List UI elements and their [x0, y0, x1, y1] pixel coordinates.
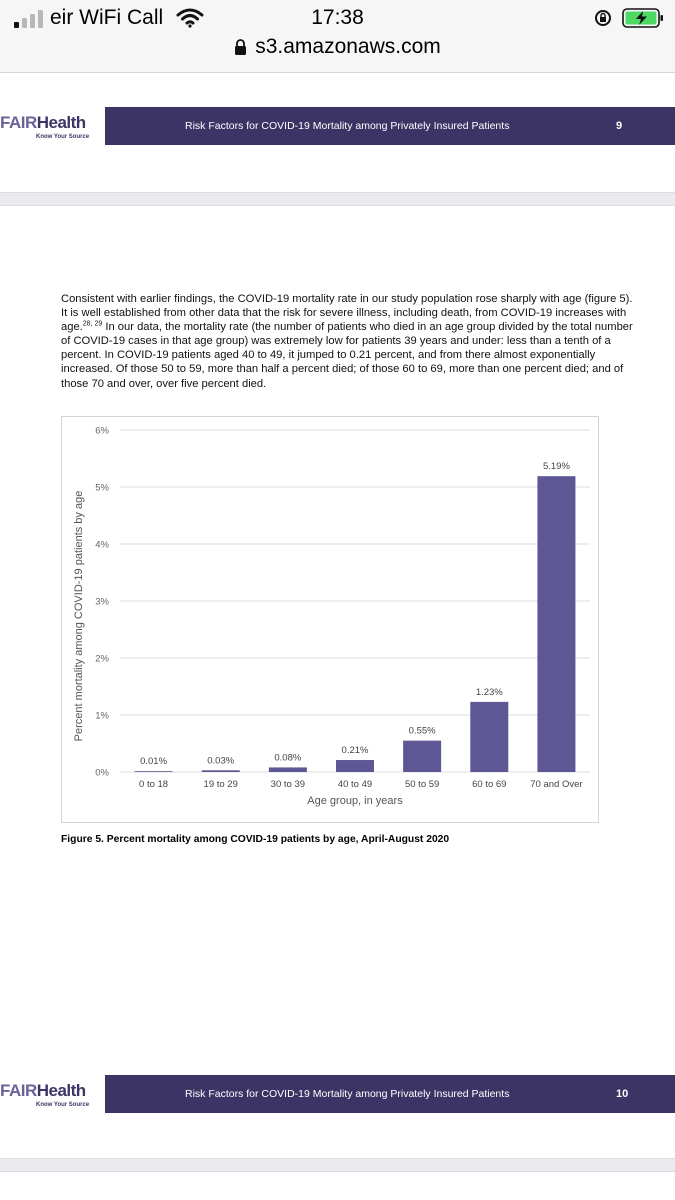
bar [537, 476, 575, 772]
next-page-number: 10 [616, 1088, 629, 1100]
figure-5-chart [61, 416, 599, 823]
page-divider [0, 192, 675, 206]
data-label: 0.21% [341, 745, 369, 757]
bar [202, 770, 240, 772]
page-number: 9 [616, 120, 623, 132]
rotation-lock-icon [594, 9, 612, 27]
data-label: 0.01% [140, 756, 168, 768]
bar [470, 702, 508, 772]
page-divider-next [0, 1158, 675, 1172]
bar [336, 760, 374, 772]
paragraph-references: 28, 29 [82, 320, 103, 328]
battery-charging-icon [622, 8, 664, 28]
y-tick-label: 5% [95, 482, 109, 494]
body-paragraph [61, 292, 633, 391]
x-tick-label: 40 to 49 [337, 779, 373, 790]
bar [135, 771, 173, 772]
x-tick-label: 0 to 18 [139, 779, 169, 790]
logo-brand-a: FAIR [0, 113, 37, 132]
y-tick-label: 6% [95, 425, 109, 437]
x-tick-label: 19 to 29 [203, 779, 238, 790]
paragraph-part-b: In our data, the mortality rate (the number of patients who died in an age group divided by the total number of COVID-19 cases in that age group) was extremely low for patients 39 years and under: less than a tenth of a percent. In COVID-19 patients aged 40 to 49, it jumped to 0.21 percent, and from there almost exponentially increased. Of those 50 to 59, more than half a percent died; of those 60 to 69, more than one percent died; and of those 70 and over, over five percent died. [61, 321, 633, 390]
logo-brand-b: Health [36, 113, 86, 132]
data-label: 5.19% [542, 461, 570, 473]
data-label: 1.23% [475, 686, 503, 698]
data-label: 0.03% [207, 755, 235, 767]
carrier-label: eir WiFi Call [50, 6, 164, 29]
next-page-header-title: Risk Factors for COVID-19 Mortality among Privately Insured Patients [185, 1088, 510, 1100]
y-tick-label: 1% [95, 710, 109, 722]
x-tick-label: 30 to 39 [270, 779, 306, 790]
fair-health-logo [0, 113, 100, 153]
logo-brand-a-next: FAIR [0, 1081, 37, 1100]
logo-brand-b-next: Health [36, 1081, 86, 1100]
bar [269, 767, 307, 772]
y-tick-label: 0% [95, 767, 109, 779]
logo-tagline-next: Know Your Source [36, 1102, 90, 1108]
data-label: 0.08% [274, 752, 302, 764]
x-tick-label: 70 and Over [530, 779, 583, 790]
logo-tagline: Know Your Source [36, 134, 90, 140]
y-tick-label: 4% [95, 539, 109, 551]
x-axis-title: Age group, in years [307, 795, 403, 807]
fair-health-logo-next [0, 1081, 100, 1121]
status-bar [0, 0, 675, 73]
x-tick-label: 60 to 69 [472, 779, 507, 790]
url-text: s3.amazonaws.com [255, 35, 441, 58]
figure-caption: Figure 5. Percent mortality among COVID-19 patients by age, April-August 2020 [61, 834, 450, 845]
address-bar[interactable] [0, 35, 675, 59]
y-tick-label: 3% [95, 596, 109, 608]
next-page-header-band [105, 1075, 675, 1113]
y-tick-label: 2% [95, 653, 109, 665]
y-axis-title: Percent mortality among COVID-19 patients by age [73, 490, 85, 742]
x-tick-label: 50 to 59 [404, 779, 440, 790]
data-label: 0.55% [408, 725, 436, 737]
clock-time: 17:38 [311, 6, 364, 29]
padlock-icon [234, 39, 247, 55]
paragraph-part-a: Consistent with earlier findings, the COVID-19 mortality rate in our study population rose sharply with age (figure 5). It is well established from other data that the risk for severe illness, including death, from COVID-19 increases with age. [61, 293, 633, 334]
bar-chart [62, 417, 598, 822]
page-header-title: Risk Factors for COVID-19 Mortality among Privately Insured Patients [185, 120, 510, 132]
page-header-band [105, 107, 675, 145]
bar [403, 741, 441, 772]
